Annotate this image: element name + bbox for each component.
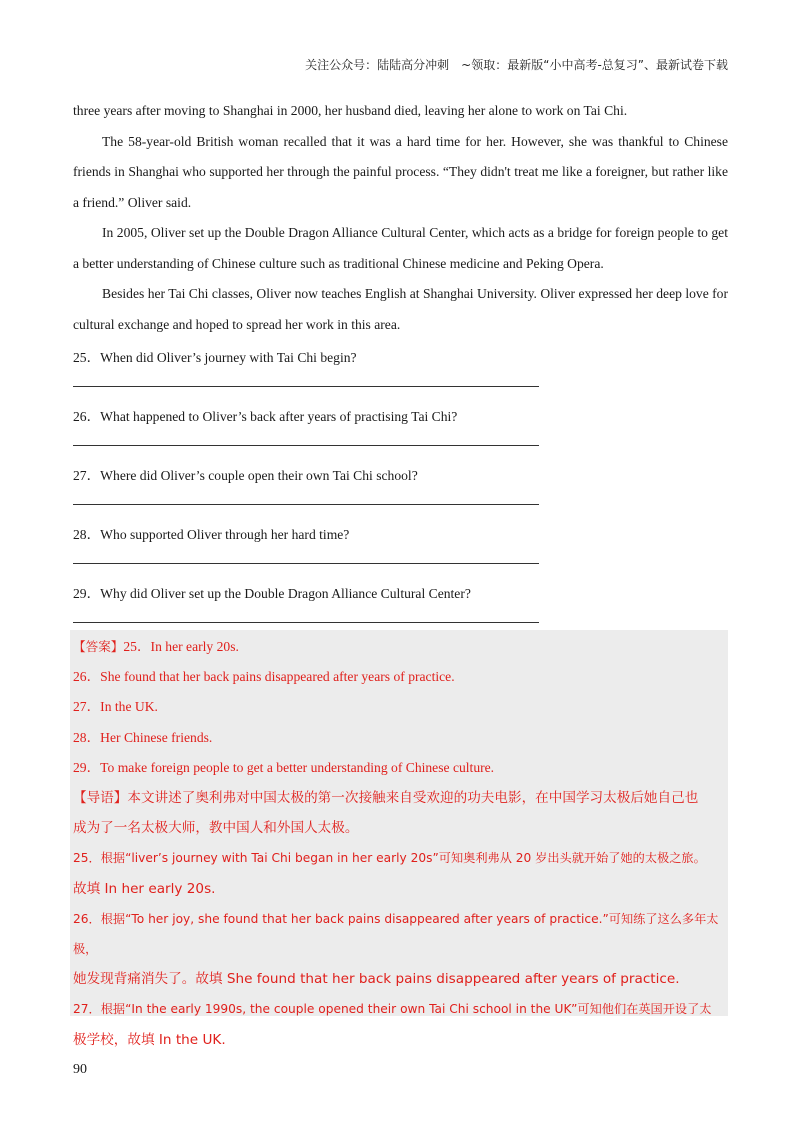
answer-label: 【答案】: [73, 639, 124, 654]
explain-26-line-2: 她发现背痛消失了。故填 She found that her back pains disappeared after years of practice.: [73, 971, 680, 988]
answer-26: 26．She found that her back pains disappeared after years of practice.: [73, 669, 455, 685]
explain-27-line-1: 27．根据“In the early 1990s, the couple opened their own Tai Chi school in the UK”可知他们在英国开设了太: [73, 1002, 712, 1017]
explain-26-line-1: 26．根据“To her joy, she found that her back pains disappeared after years of practice.”可知练了这么多年太极，: [73, 911, 719, 957]
guide-line-1: [73, 783, 728, 813]
answer-line-26[interactable]: [73, 427, 539, 446]
explain-25-line-2: 故填 In her early 20s.: [73, 880, 216, 897]
page-header: 关注公众号：陆陆高分冲刺 ~领取：最新版“小中高考-总复习”、最新试卷下载: [305, 58, 728, 72]
passage: [73, 96, 728, 643]
paragraph: The 58-year-old British woman recalled that it was a hard time for her. However, she was thankful to Chinese friends in Shanghai who supported her through the painful process. “They didn't treat me like a foreigner, but rather like a friend.” Oliver said.: [73, 133, 728, 210]
answer-29: 29．To make foreign people to get a better understanding of Chinese culture.: [73, 759, 495, 775]
question-27: 27．Where did Oliver’s couple open their own Tai Chi school?: [73, 468, 418, 483]
question-28: 28．Who supported Oliver through her hard time?: [73, 527, 350, 542]
answer-line-27[interactable]: [73, 486, 539, 505]
paragraph: Besides her Tai Chi classes, Oliver now teaches English at Shanghai University. Oliver expressed her deep love for cultural exchange and hoped to spread her work in this area.: [73, 286, 728, 332]
answer-line-28[interactable]: [73, 545, 539, 564]
guide-label: 【导语】: [73, 790, 128, 807]
answer-text: 25．In her early 20s.: [123, 639, 239, 654]
answer-section: [73, 632, 728, 1055]
answer-27: 27．In the UK.: [73, 699, 158, 715]
answer-28: 28．Her Chinese friends.: [73, 729, 213, 745]
question-26: 26．What happened to Oliver’s back after years of practising Tai Chi?: [73, 409, 458, 424]
guide-text: 本文讲述了奥利弗对中国太极的第一次接触来自受欢迎的功夫电影，在中国学习太极后她自己也: [127, 790, 699, 807]
answer-line-29[interactable]: [73, 604, 539, 623]
explain-27-line-2: 极学校，故填 In the UK.: [73, 1031, 226, 1048]
answer-line-25[interactable]: [73, 368, 539, 387]
paragraph: three years after moving to Shanghai in 2000, her husband died, leaving her alone to work on Tai Chi.: [73, 103, 628, 118]
answer-25: [73, 632, 728, 662]
explain-25-line-1: 25．根据“liver’s journey with Tai Chi began in her early 20s”可知奥利弗从 20 岁出头就开始了她的太极之旅。: [73, 851, 706, 866]
question-29: 29．Why did Oliver set up the Double Dragon Alliance Cultural Center?: [73, 586, 471, 601]
questions: [73, 348, 728, 623]
paragraph: In 2005, Oliver set up the Double Dragon Alliance Cultural Center, which acts as a bridge for foreign people to get a better understanding of Chinese culture such as traditional Chinese medicine and Peking Opera.: [73, 225, 728, 271]
guide-line-2: 成为了一名太极大师，教中国人和外国人太极。: [73, 820, 359, 837]
page-number: 90: [73, 1062, 87, 1077]
question-25: 25．When did Oliver’s journey with Tai Chi begin?: [73, 350, 357, 365]
